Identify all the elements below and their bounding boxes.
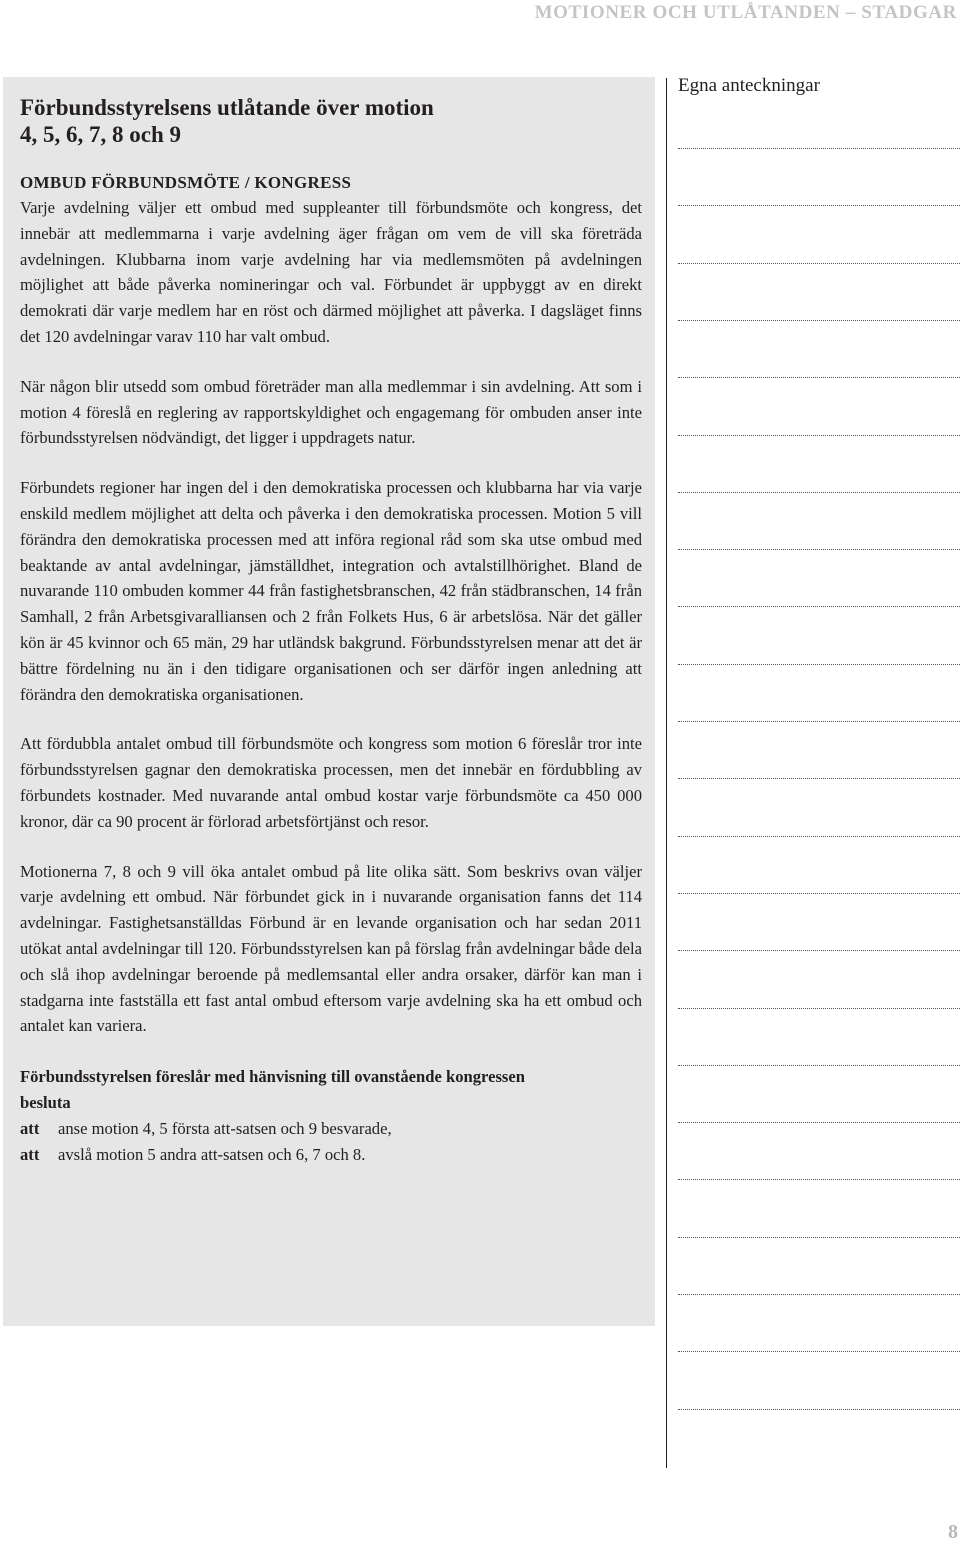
note-line (678, 377, 960, 378)
att-text: anse motion 4, 5 första att-satsen och 9 besvarade, (58, 1118, 392, 1138)
note-line (678, 205, 960, 206)
note-line (678, 1008, 960, 1009)
running-header: MOTIONER OCH UTLÅTANDEN – STADGAR (534, 2, 957, 23)
conclusion-heading: Förbundsstyrelsen föreslår med hänvisning till ovanstående kongressen besluta (20, 1067, 525, 1112)
conclusion-block (20, 1064, 642, 1167)
paragraph-double-ombud: Att fördubbla antalet ombud till förbundsmöte och kongress som motion 6 föreslår tror inte förbundsstyrelsen gagnar den demokratiska processen, men det innebär en fördubbling av förbundets kostnader. Med nuvarande antal ombud kostar varje förbundsmöte ca 450 000 kronor, där ca 90 procent är förlorad arbetsförtjänst och resor. (20, 734, 642, 831)
document-title-line1: Förbundsstyrelsens utlåtande över motion (20, 95, 434, 120)
note-line (678, 950, 960, 951)
note-line (678, 1122, 960, 1123)
note-line (678, 1351, 960, 1352)
note-line (678, 778, 960, 779)
note-line (678, 320, 960, 321)
att-item (20, 1116, 642, 1142)
note-line (678, 1065, 960, 1066)
document-title (20, 94, 642, 148)
notes-title: Egna anteckningar (678, 75, 820, 96)
note-line (678, 148, 960, 149)
note-line (678, 1237, 960, 1238)
paragraph-ombud-representation: När någon blir utsedd som ombud företräder man alla medlemmar i sin avdelning. Att som i motion 4 föreslå en reglering av rapportskyldighet och engagemang för ombuden anser inte förbundsstyrelsen nödvändigt, det ligger i uppdragets natur. (20, 376, 642, 448)
note-line (678, 836, 960, 837)
note-line (678, 1179, 960, 1180)
notes-lines (678, 0, 960, 1543)
note-line (678, 1409, 960, 1410)
statement-box (3, 77, 655, 1326)
note-line (678, 893, 960, 894)
paragraph-regions: Förbundets regioner har ingen del i den demokratiska processen och klubbarna har via varje enskild medlem möjlighet att delta och påverka i den demokratiska processen. Motion 5 vill förändra den demokratiska processen med att införa regional råd som ska utse ombud med beaktande av antal avdelningar, jämställdhet, integration och avtalstillhörighet. Bland de nuvarande 110 ombuden kommer 44 från fastighetsbranschen, 42 från städbranschen, 14 från Samhall, 2 från Arbetsgivaralliansen och 2 från Folkets Hus, 6 är arbetslösa. När det gäller kön är 45 kvinnor och 65 män, 29 har utländsk bakgrund. Förbundsstyrelsen menar att det är bättre fördelning nu än i den tidigare organisationen och ser därför ingen anledning att förändra den demokratiska organisationen. (20, 478, 642, 704)
note-line (678, 435, 960, 436)
note-line (678, 492, 960, 493)
paragraph-motions-7-8-9: Motionerna 7, 8 och 9 vill öka antalet ombud på lite olika sätt. Som beskrivs ovan väljer varje avdelning ett ombud. När förbundet gick in i nuvarande organisation fanns det 114 avdelningar. Fastighetsanställdas Förbund är en levande organisation och har sedan 2011 utökat antal avdelningar till 120. Förbundsstyrelsen kan på förslag från avdelningar både dela och slå ihop avdelningar beroende på medlemsantal eller andra orsaker, därför kan man i stadgarna inte fastställa ett fast antal ombud eftersom varje avdelning ska ha ett ombud och antalet kan variera. (20, 861, 642, 1036)
section-heading: OMBUD FÖRBUNDSMÖTE / KONGRESS (20, 173, 352, 192)
note-line (678, 263, 960, 264)
statement-content (20, 94, 642, 1167)
att-text: avslå motion 5 andra att-satsen och 6, 7 och 8. (58, 1144, 366, 1164)
note-line (678, 664, 960, 665)
notes-divider (666, 78, 667, 1468)
att-keyword: att (20, 1144, 40, 1164)
page-number: 8 (948, 1521, 958, 1543)
document-title-line2: 4, 5, 6, 7, 8 och 9 (20, 122, 181, 147)
note-line (678, 721, 960, 722)
note-line (678, 1294, 960, 1295)
note-line (678, 549, 960, 550)
att-keyword: att (20, 1118, 40, 1138)
note-line (678, 606, 960, 607)
att-item (20, 1142, 642, 1168)
paragraph-ombud-selection: Varje avdelning väljer ett ombud med suppleanter till förbundsmöte och kongress, det innebär att medlemmarna i varje avdelning äger frågan om vem de vill ska företräda avdelningen. Klubbarna inom varje avdelning har via medlemsmöten på avdelningen möjlighet att både påverka nomineringar och val. Förbundet är uppbyggt av en direkt demokrati där varje medlem har en röst och därmed möjlighet att påverka. I dagsläget finns det 120 avdelningar varav 110 har valt ombud. (20, 198, 642, 346)
